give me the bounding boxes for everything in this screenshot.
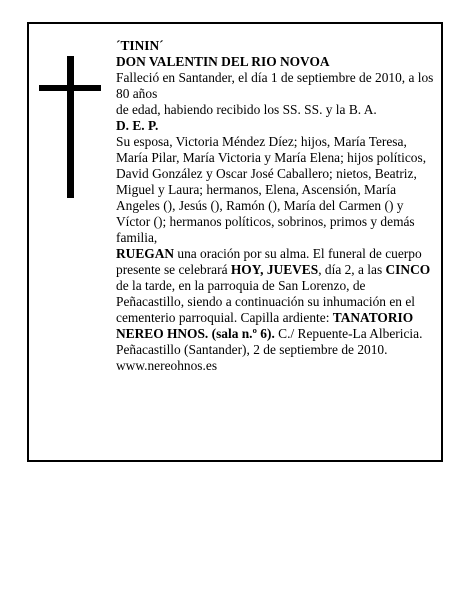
website-link[interactable]: www.nereohnos.es — [116, 358, 218, 373]
dep-heading: D. E. P. — [116, 118, 159, 133]
cross-icon-bar — [39, 85, 101, 91]
funeral-home: TANATORIO NEREO HNOS. (sala n.º 6). — [116, 310, 414, 341]
place-date: Peñacastillo (Santander), 2 de septiembre de 2010. — [116, 342, 388, 357]
ruegan-label: RUEGAN — [116, 246, 175, 261]
death-details: Falleció en Santander, el día 1 de septiembre de 2010, a los 80 años — [116, 70, 434, 101]
obituary-notice — [27, 22, 443, 462]
deceased-name: DON VALENTIN DEL RIO NOVOA — [116, 54, 330, 69]
family-list: Su esposa, Victoria Méndez Díez; hijos, María Teresa, María Pilar, María Victoria y María Elena; hijos políticos, David González y Oscar José Caballero; nietos, Beatriz, Miguel y Laura; hermanos, Elena, Ascensión, María Angeles (), Jesús (), Ramón (), María del Carmen () y Víctor (); hermanos políticos, sobrinos, primos y demás familia, — [116, 134, 427, 245]
cross-icon — [67, 56, 74, 198]
funeral-hour: CINCO — [385, 262, 431, 277]
funeral-day: HOY, JUEVES — [230, 262, 319, 277]
obituary-text — [116, 38, 436, 374]
nickname: ´TININ´ — [116, 38, 164, 53]
death-details-continued: de edad, habiendo recibido los SS. SS. y la B. A. — [116, 102, 377, 117]
funeral-details: RUEGAN una oración por su alma. El funeral de cuerpo presente se celebrará HOY, JUEVES, día 2, a las CINCO de la tarde, en la parroquia de San Lorenzo, de Peñacastillo, siendo a continuación su inhumación en el cementerio parroquial. Capilla ardiente: TANATORIO NEREO HNOS. (sala n.º 6). C./ Repuente-La Albericia. — [116, 246, 431, 341]
